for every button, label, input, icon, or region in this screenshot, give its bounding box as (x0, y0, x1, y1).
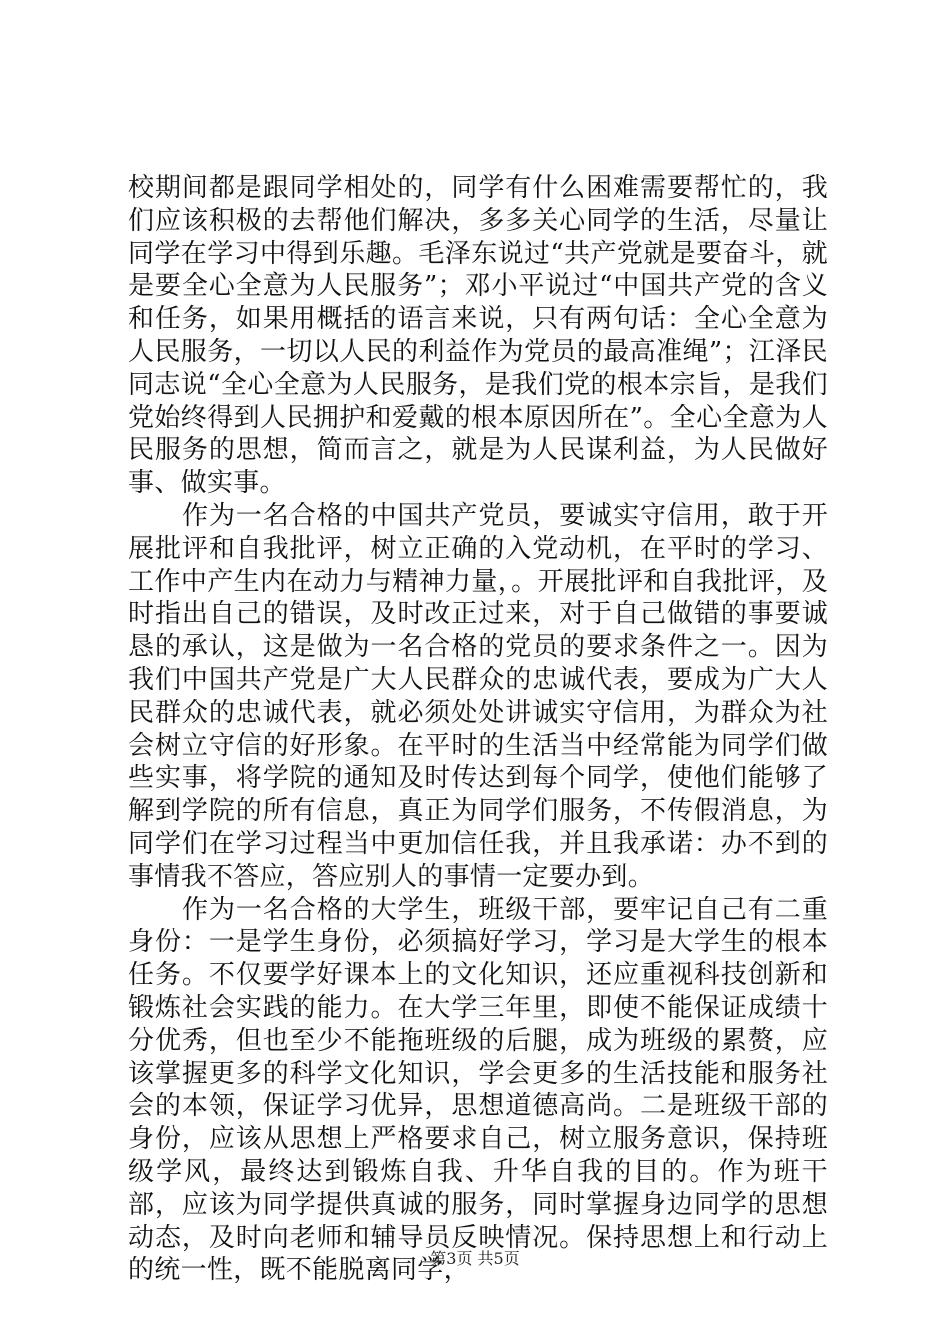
page-number-footer: 第3页 共5页 (430, 1249, 520, 1268)
paragraph-1: 校期间都是跟同学相处的，同学有什么困难需要帮忙的，我们应该积极的去帮他们解决，多多关心同学的生活，尽量让同学在学习中得到乐趣。毛泽东说过“共产党就是要奋斗，就是要全心全意为人民服务”；邓小平说过“中国共产党的含义和任务，如果用概括的语言来说，只有两句话：全心全意为人民服务，一切以人民的利益作为党员的最高准绳”；江泽民同志说“全心全意为人民服务，是我们党的根本宗旨，是我们党始终得到人民拥护和爱戴的根本原因所在”。全心全意为人民服务的思想，简而言之，就是为人民谋利益，为人民做好事、做实事。 (128, 173, 828, 499)
paragraph-3: 作为一名合格的大学生，班级干部，要牢记自己有二重身份：一是学生身份，必须搞好学习，学习是大学生的根本任务。不仅要学好课本上的文化知识，还应重视科技创新和锻炼社会实践的能力。在大学三年里，即使不能保证成绩十分优秀，但也至少不能拖班级的后腿，成为班级的累赘，应该掌握更多的科学文化知识，学会更多的生活技能和服务社会的本领，保证学习优异，思想道德高尚。二是班级干部的身份，应该从思想上严格要求自己，树立服务意识，保持班级学风，最终达到锻炼自我、升华自我的目的。作为班干部，应该为同学提供真诚的服务，同时掌握身边同学的思想动态，及时向老师和辅导员反映情况。保持思想上和行动上的统一性，既不能脱离同学， (128, 894, 828, 1286)
paragraph-2: 作为一名合格的中国共产党员，要诚实守信用，敢于开展批评和自我批评，树立正确的入党动机，在平时的学习、工作中产生内在动力与精神力量，。开展批评和自我批评，及时指出自己的错误，及时改正过来，对于自己做错的事要诚恳的承认，这是做为一名合格的党员的要求条件之一。因为我们中国共产党是广大人民群众的忠诚代表，要成为广大人民群众的忠诚代表，就必须处处讲诚实守信用，为群众为社会树立守信的好形象。在平时的生活当中经常能为同学们做些实事，将学院的通知及时传达到每个同学，使他们能够了解到学院的所有信息，真正为同学们服务，不传假消息，为同学们在学习过程当中更加信任我，并且我承诺：办不到的事情我不答应，答应别人的事情一定要办到。 (128, 500, 828, 892)
document-body (128, 172, 828, 1287)
